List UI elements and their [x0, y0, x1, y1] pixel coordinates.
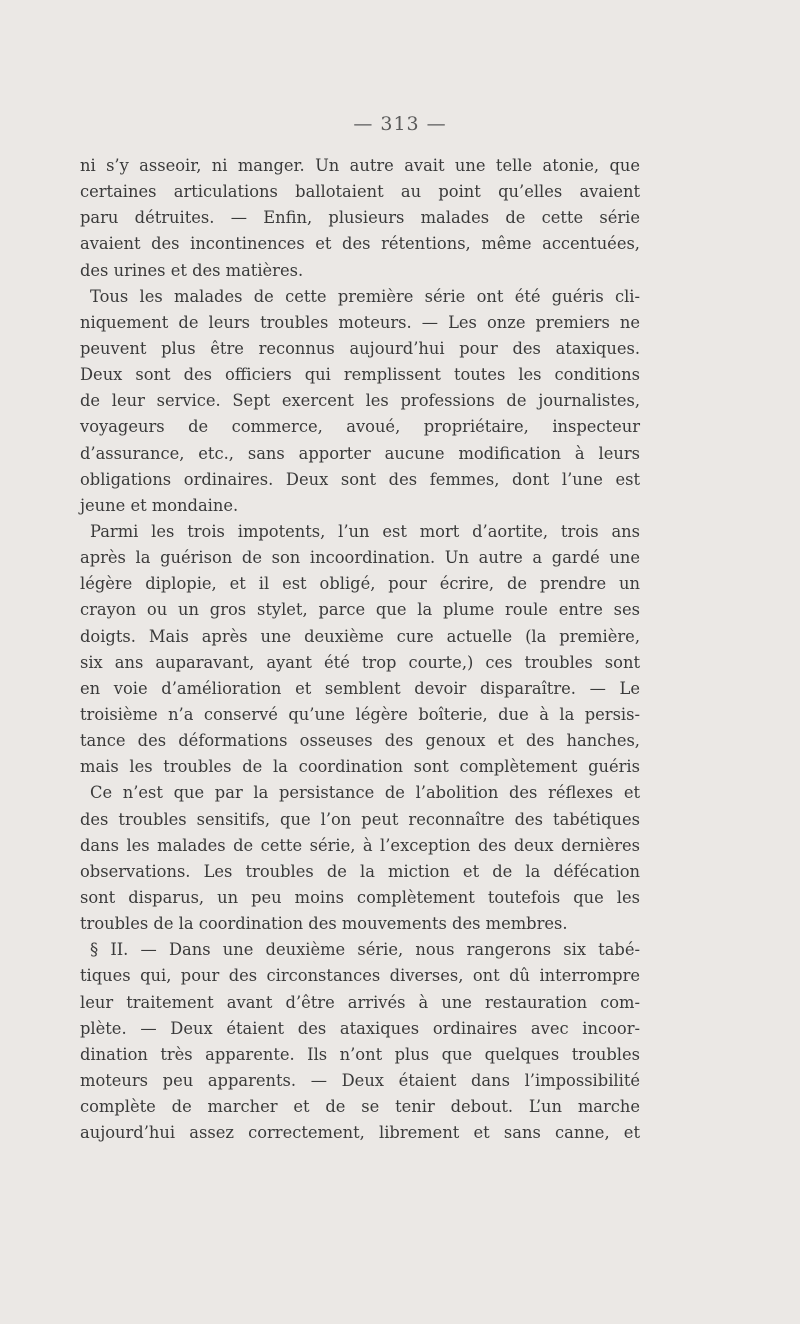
text-line: plète. — Deux étaient des ataxiques ordinaires avec incoor- — [80, 1018, 640, 1038]
text-line: certaines articulations ballotaient au point qu’elles avaient — [80, 182, 640, 202]
text-line: troubles de la coordination des mouvements des membres. — [80, 914, 568, 934]
text-line: Tous les malades de cette première série ont été guéris cli- — [90, 286, 640, 306]
text-line: des urines et des matières. — [80, 260, 304, 280]
text-line: aujourd’hui assez correctement, librement et sans canne, et — [80, 1123, 640, 1143]
text-line: des troubles sensitifs, que l’on peut reconnaître des tabétiques — [80, 809, 640, 829]
text-line: mais les troubles de la coordination sont complètement guéris — [80, 757, 640, 777]
text-line: Ce n’est que par la persistance de l’abolition des réflexes et — [90, 783, 640, 803]
text-line: § II. — Dans une deuxième série, nous rangerons six tabé- — [90, 940, 640, 960]
text-line: troisième n’a conservé qu’une légère boîterie, due à la persis- — [80, 704, 640, 724]
text-line: dination très apparente. Ils n’ont plus que quelques troubles — [80, 1044, 640, 1064]
text-line: Deux sont des officiers qui remplissent toutes les conditions — [80, 365, 640, 385]
text-line: ni s’y asseoir, ni manger. Un autre avait une telle atonie, que — [80, 156, 640, 175]
text-line: complète de marcher et de se tenir debout. L’un marche — [80, 1097, 640, 1117]
text-line: crayon ou un gros stylet, parce que la plume roule entre ses — [80, 600, 640, 620]
text-line: sont disparus, un peu moins complètement toutefois que les — [80, 887, 640, 907]
text-line: moteurs peu apparents. — Deux étaient dans l’impossibilité — [80, 1070, 640, 1090]
text-line: de leur service. Sept exercent les professions de journalistes, — [80, 391, 640, 411]
text-line: dans les malades de cette série, à l’exception des deux dernières — [80, 835, 640, 855]
body-text — [80, 153, 640, 1146]
text-line: six ans auparavant, ayant été trop courte,) ces troubles sont — [80, 652, 640, 672]
text-line: leur traitement avant d’être arrivés à une restauration com- — [80, 992, 640, 1012]
text-line: Parmi les trois impotents, l’un est mort d’aortite, trois ans — [90, 521, 640, 541]
text-line: doigts. Mais après une deuxième cure actuelle (la première, — [80, 626, 640, 646]
page-number: — 313 — — [353, 113, 447, 135]
text-line: observations. Les troubles de la miction et de la défécation — [80, 861, 640, 881]
text-line: voyageurs de commerce, avoué, propriétaire, inspecteur — [80, 417, 640, 437]
text-line: peuvent plus être reconnus aujourd’hui pour des ataxiques. — [80, 338, 640, 358]
text-line: niquement de leurs troubles moteurs. — Les onze premiers ne — [80, 312, 640, 332]
text-line: tiques qui, pour des circonstances diverses, ont dû interrompre — [80, 966, 640, 986]
text-line: tance des déformations osseuses des genoux et des hanches, — [80, 731, 640, 751]
text-line: après la guérison de son incoordination. Un autre a gardé une — [80, 548, 640, 568]
text-line: avaient des incontinences et des rétentions, même accentuées, — [80, 234, 640, 254]
text-line: en voie d’amélioration et semblent devoir disparaître. — Le — [80, 678, 640, 698]
text-line: légère diplopie, et il est obligé, pour écrire, de prendre un — [80, 574, 640, 594]
text-line: paru détruites. — Enfin, plusieurs malades de cette série — [80, 208, 640, 228]
text-line: d’assurance, etc., sans apporter aucune modification à leurs — [80, 443, 640, 463]
text-line: obligations ordinaires. Deux sont des femmes, dont l’une est — [80, 469, 640, 489]
text-line: jeune et mondaine. — [80, 495, 239, 515]
